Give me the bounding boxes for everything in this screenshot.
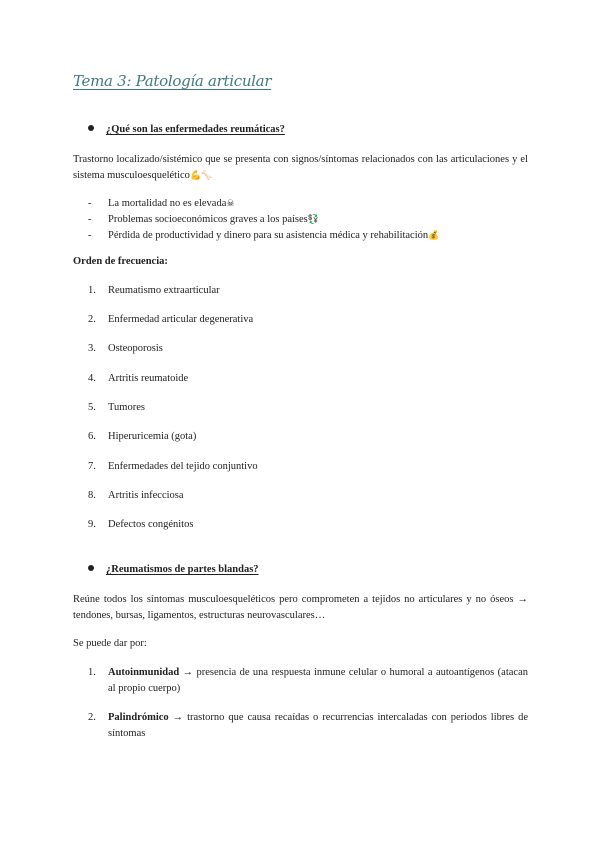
list-item: 5. Tumores bbox=[88, 402, 145, 413]
list-item: - Problemas socioeconómicos graves a los países 💱 bbox=[88, 212, 439, 228]
bullet-icon bbox=[88, 125, 94, 131]
list-item: 8. Artritis infecciosa bbox=[88, 490, 184, 501]
list-item: 1. Reumatismo extraarticular bbox=[88, 285, 220, 296]
muscle-bone-icon: 💪🦴 bbox=[189, 171, 213, 181]
heading-text: ¿Qué son las enfermedades reumáticas? bbox=[106, 124, 285, 135]
definition-paragraph bbox=[73, 152, 528, 184]
definition-item: 2. Palindrómico → trastorno que causa recaídas o recurrencias intercaladas con periodos libres de síntomas bbox=[88, 712, 528, 739]
frequency-label: Orden de frecuencia: bbox=[73, 256, 168, 267]
intro-text: Se puede dar por: bbox=[73, 638, 147, 649]
page-title: Tema 3: Patología articular bbox=[73, 72, 272, 90]
list-item: 3. Osteoporosis bbox=[88, 343, 163, 354]
currency-exchange-icon: 💱 bbox=[307, 215, 319, 225]
list-item: 4. Artritis reumatoide bbox=[88, 373, 189, 384]
section-heading-reumaticas bbox=[88, 124, 285, 135]
list-item: 2. Enfermedad articular degenerativa bbox=[88, 314, 254, 325]
heading-text: ¿Reumatismos de partes blandas? bbox=[106, 564, 259, 575]
money-bag-icon: 💰 bbox=[428, 231, 440, 241]
skull-icon: ☠ bbox=[226, 199, 235, 209]
definition-item: 1. Autoinmunidad → presencia de una respuesta inmune celular o humoral a autoantígenos (atacan al propio cuerpo) bbox=[88, 667, 528, 694]
list-item: 6. Hiperuricemia (gota) bbox=[88, 431, 197, 442]
list-item: - Pérdida de productividad y dinero para su asistencia médica y rehabilitación 💰 bbox=[88, 228, 439, 244]
list-item: - La mortalidad no es elevada ☠ bbox=[88, 196, 439, 212]
term: Autoinmunidad bbox=[108, 667, 180, 678]
partes-blandas-paragraph: Reúne todos los síntomas musculoesqueléticos pero comprometen a tejidos no articulares y no óseos → tendones, bursas, ligamentos, estructuras neurovasculares… bbox=[73, 594, 528, 621]
section-heading-partes-blandas bbox=[88, 564, 259, 575]
consequences-list bbox=[88, 196, 439, 244]
list-item: 9. Defectos congénitos bbox=[88, 519, 194, 530]
term: Palindrómico bbox=[108, 712, 169, 723]
bullet-icon bbox=[88, 565, 94, 571]
list-item: 7. Enfermedades del tejido conjuntivo bbox=[88, 461, 258, 472]
paragraph-text: Trastorno localizado/sistémico que se presenta con signos/síntomas relacionados con las articulaciones y el sistema musculoesquelético bbox=[73, 154, 528, 181]
